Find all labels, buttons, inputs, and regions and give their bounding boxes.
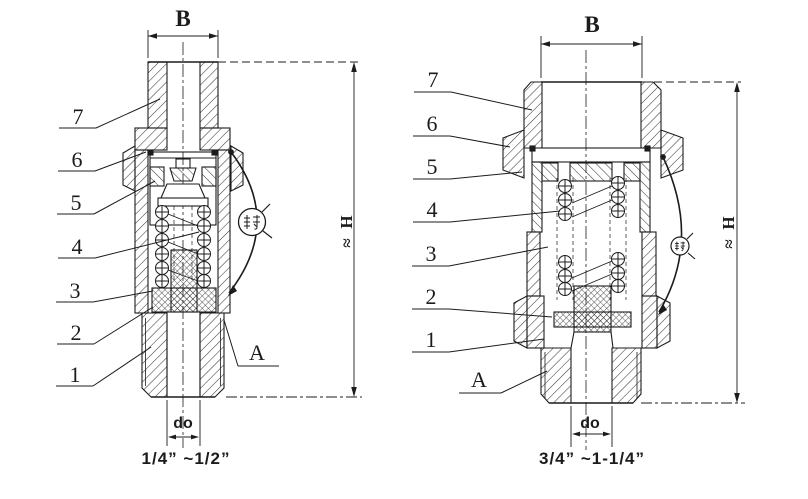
right-union-nut [524, 82, 661, 148]
left-seal-stamp-circle [239, 209, 266, 236]
left-callout-4: 4 [71, 234, 83, 259]
left-size-caption: 1/4” ~1/2” [141, 449, 231, 468]
right-seal-wire-arc [659, 157, 682, 312]
right-callout-2: 2 [425, 284, 437, 309]
right-height-dim-label: H [719, 216, 738, 230]
right-callout-5: 5 [426, 154, 438, 179]
left-height-dim-label: H [337, 215, 356, 229]
left-callout-7: 7 [72, 104, 84, 129]
right-callout-3: 3 [425, 241, 437, 266]
right-spring [557, 177, 626, 301]
right-do-dimension [571, 406, 612, 447]
right-callout-6: 6 [426, 111, 438, 136]
left-thread-label-text: A [249, 340, 265, 365]
left-callout-1: 1 [69, 362, 81, 387]
left-callout-2: 2 [70, 320, 82, 345]
right-callout-4: 4 [426, 197, 438, 222]
right-callout-7: 7 [427, 67, 439, 92]
left-thread-label [224, 320, 279, 366]
right-thread-label [459, 367, 547, 393]
right-seal-stamp [658, 155, 695, 315]
left-valve-drawing [123, 42, 243, 448]
left-do-dimension [167, 400, 200, 446]
right-b-dimension [541, 12, 642, 78]
right-thread-label-text: A [471, 367, 487, 392]
left-callout-3: 3 [69, 278, 81, 303]
left-bore-dim-label: do [173, 415, 193, 432]
right-bore-dim-label: do [580, 415, 600, 432]
left-callout-6: 6 [71, 147, 83, 172]
left-callout-5: 5 [70, 190, 82, 215]
right-callout-1: 1 [425, 327, 437, 352]
left-h-dimension [218, 62, 362, 397]
right-seal-stamp-circle [671, 237, 689, 255]
right-size-caption: 3/4” ~1-1/4” [538, 449, 646, 468]
right-height-approx-sign: ≈ [719, 239, 738, 249]
left-part-callouts [56, 99, 199, 387]
right-inlet-thread [541, 348, 641, 403]
left-height-approx-sign: ≈ [337, 238, 356, 248]
right-width-dim-label: B [584, 12, 600, 37]
left-width-dim-label: B [175, 6, 191, 31]
right-bonnet [530, 146, 650, 232]
